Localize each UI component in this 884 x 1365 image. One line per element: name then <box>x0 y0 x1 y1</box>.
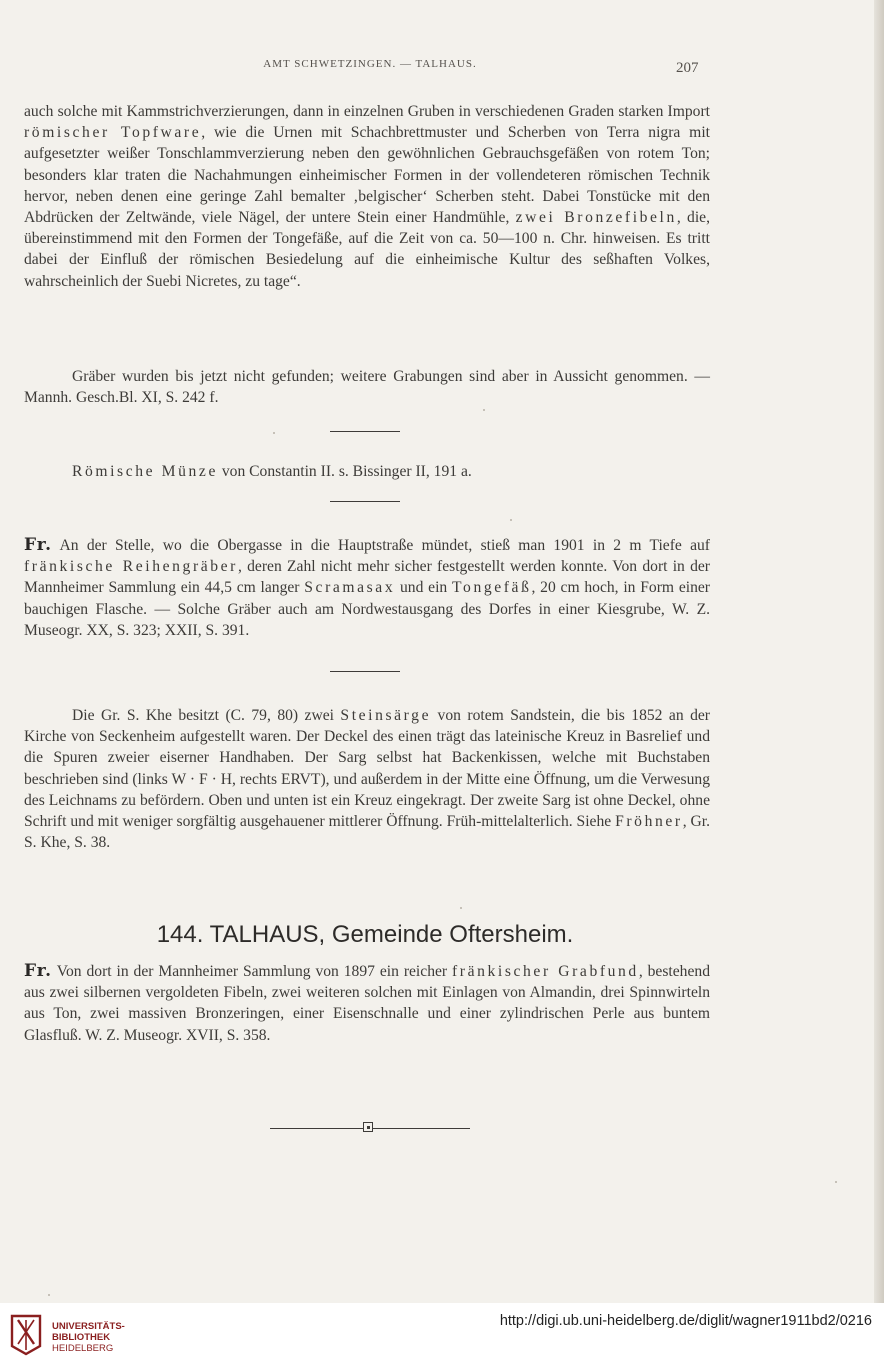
spaced-term: fränkischer Grabfund <box>452 963 639 980</box>
paragraph-import <box>24 101 710 292</box>
text-run: Von dort in der Mannheimer Sammlung von 1897 ein reicher <box>52 963 453 980</box>
paper-speck <box>510 519 512 521</box>
paragraph-coin <box>24 461 710 482</box>
find-label: Fr. <box>24 535 53 555</box>
library-name <box>52 1321 125 1354</box>
library-name-line: UNIVERSITÄTS- <box>52 1321 125 1332</box>
text-run: von rotem Sandstein, die bis 1852 an der Kirche von Seckenheim aufgestellt waren. Der Deckel des einen trägt das lateinische Kreuz in Basrelief und die Spuren zweier eiserner Handhaben. Der Sarg selbst hat Backenkissen, welche mit Buchstaben beschrieben sind (links W · F · H, rechts ERVT), und außerdem in der Mitte eine Öffnung, um die Verwesung des Leichnams zu befördern. Oben und unten ist ein Kreuz eingekragt. Der zweite Sarg ist ohne Deckel, ohne Schrift und mit weniger sorgfältig ausgehauener mittlerer Öffnung. Früh-mittelalterlich. Siehe <box>24 707 710 831</box>
text-run: Die Gr. S. Khe besitzt (C. 79, 80) zwei <box>72 707 341 724</box>
text-run: , deren Zahl nicht mehr sicher festgestellt werden konnte. Von dort in der Mannheimer Sammlung ein 44,5 cm langer <box>24 558 710 597</box>
text-run: An der Stelle, wo die Obergasse in die Hauptstraße mündet, stieß man 1901 in 2 m Tiefe auf <box>52 537 710 554</box>
spaced-term: fränkische Reihengräber <box>24 558 238 576</box>
paper-speck <box>483 409 485 411</box>
ornament-line-right <box>373 1128 470 1129</box>
section-heading: 144. TALHAUS, Gemeinde Oftersheim. <box>156 921 574 948</box>
text-run: , bestehend aus zwei silbernen vergoldeten Fibeln, zwei weiteren solchen mit Einlagen von Almandin, drei Spinnwirteln aus Ton, zwei massiven Bronzeringen, einer Eisenschnalle und einer zylindrischen Perle aus buntem Glasfluß. W. Z. Museogr. XVII, S. 358. <box>24 963 710 1044</box>
spaced-term: römischer Topfware <box>24 124 202 142</box>
spaced-term: Scramasax <box>304 579 396 597</box>
text-run: , 20 cm hoch, in Form einer bauchigen Flasche. — Solche Gräber auch am Nordwestausgang des Dorfes in einer Kiesgrube, W. Z. Museogr. XX, S. 323; XXII, S. 391. <box>24 579 710 639</box>
text-run: auch solche mit Kammstrichverzierungen, dann in einzelnen Gruben in verschiedenen Graden starken Import <box>24 103 710 120</box>
library-name-line: BIBLIOTHEK <box>52 1332 111 1343</box>
spaced-term: Steinsärge <box>340 707 432 724</box>
page-edge <box>874 0 884 1303</box>
paragraph-steinsaerge <box>24 705 710 853</box>
text-run: , Gr. S. Khe, S. 38. <box>24 813 710 852</box>
separator-rule <box>330 431 400 432</box>
ornament-line-left <box>270 1128 363 1129</box>
paragraph-graves: Gräber wurden bis jetzt nicht gefunden; weitere Grabungen sind aber in Aussicht genommen. — Mannh. Gesch.Bl. XI, S. 242 f. <box>24 368 710 407</box>
text-run: , wie die Urnen mit Schachbrettmuster und Scherben von Terra nigra mit aufgesetzter weißer Tonschlammverzierung neben den gewöhnlichen Gebrauchsgefäßen von rotem Ton; besonders klar traten die Nachahmungen einheimischer Formen in der vollendeteren römischen Technik hervor, neben denen eine geringe Zahl bemalter ‚belgischer‘ Scherben steht. Dabei Tonstücke mit den Abdrücken der Zeltwände, viele Nägel, der untere Stein einer Handmühle, <box>24 124 710 227</box>
separator-rule <box>330 671 400 672</box>
text-run: und ein <box>395 579 453 597</box>
paper-speck <box>48 1294 50 1296</box>
find-label: Fr. <box>24 961 53 981</box>
paragraph-fr-grabfund <box>24 961 710 1046</box>
paragraph-fr-reihengraeber <box>24 535 710 641</box>
spaced-term: zwei Bronzefibeln <box>515 209 677 227</box>
text-run: von Constantin II. s. Bissinger II, 191 a. <box>217 463 472 480</box>
page-number: 207 <box>676 60 699 76</box>
spaced-term: Römische Münze <box>72 463 218 480</box>
university-library-logo-icon[interactable] <box>8 1310 44 1356</box>
spaced-term: Tongefäß <box>452 579 532 597</box>
running-head: AMT SCHWETZINGEN. — TALHAUS. <box>263 58 477 70</box>
spaced-term: Fröhner <box>615 813 683 831</box>
paper-speck <box>273 432 275 434</box>
text-run: , die, übereinstimmend mit den Formen der Tongefäße, auf die Zeit von ca. 50—100 n. Chr. hinweisen. Es tritt dabei der Einfluß der römischen Besiedelung auf die einheimische Kultur des seßhaften Volkes, wahrscheinlich der Suebi Nicretes, zu tage“. <box>24 209 710 290</box>
library-name-line: HEIDELBERG <box>52 1343 114 1354</box>
permalink-url[interactable]: http://digi.ub.uni-heidelberg.de/diglit/wagner1911bd2/0216 <box>499 1313 872 1329</box>
paper-speck <box>835 1181 837 1183</box>
separator-rule <box>330 501 400 502</box>
paper-speck <box>460 907 462 909</box>
ornament-square-icon <box>363 1122 373 1132</box>
